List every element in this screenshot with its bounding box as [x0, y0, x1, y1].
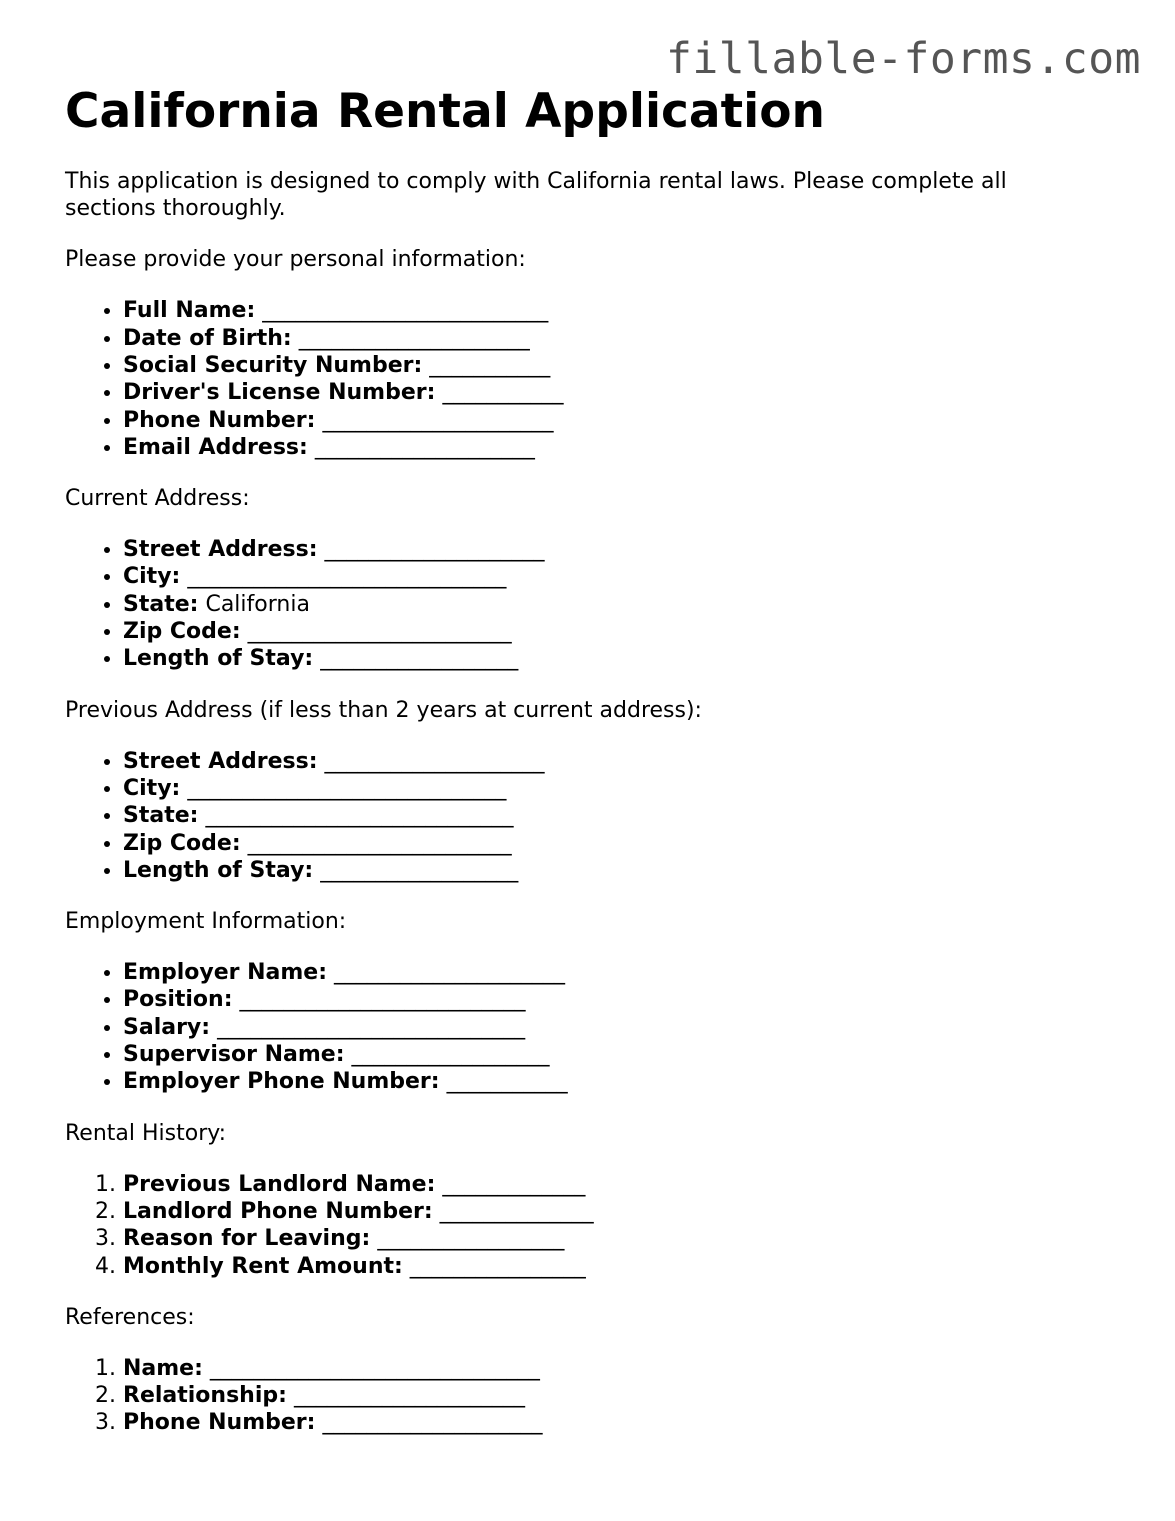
list-item-reference-name [123, 1355, 1125, 1382]
list-item-state [123, 591, 1125, 618]
document-body [65, 84, 1125, 1437]
list-item-zip [123, 618, 1125, 645]
field-label: Landlord Phone Number: [123, 1198, 433, 1224]
list-item-ssn [123, 352, 1125, 379]
fill-blank[interactable]: ___________ [429, 352, 551, 378]
field-label: Employer Name: [123, 960, 328, 986]
field-label: Full Name: [123, 298, 256, 324]
fill-blank[interactable]: ________________________ [247, 619, 512, 645]
fill-blank[interactable]: ___________ [442, 380, 564, 406]
fill-blank[interactable]: ____________________ [322, 1410, 543, 1436]
fill-blank[interactable]: _____________ [442, 1171, 586, 1197]
list-item-relationship [123, 1382, 1125, 1409]
field-label: Street Address: [123, 748, 318, 774]
fill-blank[interactable]: _________________ [377, 1226, 565, 1252]
intro-text: This application is designed to comply with California rental laws. Please complete all sections thoroughly. [65, 169, 1007, 222]
current-address-list [65, 536, 1125, 672]
field-label: Monthly Rent Amount: [123, 1253, 403, 1279]
list-item-phone [123, 407, 1125, 434]
list-item-street [123, 536, 1125, 563]
fill-blank[interactable]: ____________________ [314, 434, 535, 460]
field-label: Street Address: [123, 537, 318, 563]
list-item-state [123, 802, 1125, 829]
field-label: Phone Number: [123, 1410, 316, 1436]
field-label: Reason for Leaving: [123, 1226, 371, 1252]
list-item-monthly-rent [123, 1253, 1125, 1280]
fill-blank[interactable]: _____________________________ [187, 564, 507, 590]
list-item-supervisor [123, 1041, 1125, 1068]
references-list [65, 1355, 1125, 1437]
field-label: Supervisor Name: [123, 1042, 345, 1068]
field-label: State: [123, 803, 199, 829]
field-label: Phone Number: [123, 407, 316, 433]
page-title: California Rental Application [65, 84, 825, 139]
field-label: City: [123, 775, 181, 801]
fill-blank[interactable]: ________________ [409, 1253, 586, 1279]
list-item-landlord-phone [123, 1198, 1125, 1225]
field-label: Length of Stay: [123, 857, 314, 883]
previous-address-list [65, 748, 1125, 884]
list-item-date-of-birth [123, 325, 1125, 352]
rental-history-list [65, 1171, 1125, 1280]
field-label: Position: [123, 987, 233, 1013]
list-item-employer-name [123, 959, 1125, 986]
list-item-salary [123, 1014, 1125, 1041]
field-label: City: [123, 564, 181, 590]
field-label: Driver's License Number: [123, 380, 436, 406]
fill-blank[interactable]: ______________ [439, 1198, 594, 1224]
field-label: Date of Birth: [123, 325, 292, 351]
field-label: Length of Stay: [123, 646, 314, 672]
field-label: Employer Phone Number: [123, 1069, 440, 1095]
field-label: Social Security Number: [123, 352, 423, 378]
field-label: Zip Code: [123, 619, 241, 645]
list-item-zip [123, 830, 1125, 857]
list-item-city [123, 563, 1125, 590]
personal-list [65, 297, 1125, 461]
personal-section-label: Please provide your personal information: [65, 247, 526, 273]
watermark: fillable-forms.com [666, 34, 1141, 84]
fill-blank[interactable]: ________________________ [247, 830, 512, 856]
current-address-label: Current Address: [65, 486, 250, 512]
list-item-reason-leaving [123, 1225, 1125, 1252]
field-label: Zip Code: [123, 830, 241, 856]
fill-blank[interactable]: _____________________ [298, 325, 530, 351]
list-item-position [123, 986, 1125, 1013]
fill-blank[interactable]: ____________________________ [205, 803, 514, 829]
rental-history-label: Rental History: [65, 1120, 227, 1146]
list-item-length-of-stay [123, 645, 1125, 672]
fill-blank[interactable]: __________________ [351, 1042, 550, 1068]
fill-blank[interactable]: ____________________ [324, 537, 545, 563]
list-item-drivers-license [123, 379, 1125, 406]
employment-label: Employment Information: [65, 909, 347, 935]
fill-blank[interactable]: __________________________ [239, 987, 526, 1013]
field-label: Email Address: [123, 434, 308, 460]
list-item-email [123, 434, 1125, 461]
fill-blank[interactable]: _____________________________ [187, 775, 507, 801]
field-label: Name: [123, 1355, 203, 1381]
list-item-full-name [123, 297, 1125, 324]
fill-blank[interactable]: __________________ [320, 857, 519, 883]
list-item-city [123, 775, 1125, 802]
list-item-street [123, 748, 1125, 775]
fill-blank[interactable]: ______________________________ [209, 1355, 540, 1381]
field-label: Relationship: [123, 1383, 287, 1409]
fill-blank[interactable]: __________________ [320, 646, 519, 672]
list-item-landlord-name [123, 1171, 1125, 1198]
field-label: Previous Landlord Name: [123, 1171, 436, 1197]
fill-blank[interactable]: ____________________ [324, 748, 545, 774]
fill-blank[interactable]: __________________________ [262, 298, 549, 324]
employment-list [65, 959, 1125, 1095]
field-label: State: [123, 591, 199, 617]
list-item-reference-phone [123, 1409, 1125, 1436]
list-item-length-of-stay [123, 857, 1125, 884]
references-label: References: [65, 1304, 195, 1330]
field-label: Salary: [123, 1014, 211, 1040]
previous-address-label: Previous Address (if less than 2 years at current address): [65, 697, 702, 723]
fill-blank[interactable]: _____________________ [322, 407, 554, 433]
fill-blank[interactable]: ____________________________ [217, 1014, 526, 1040]
fill-blank[interactable]: ___________ [446, 1069, 568, 1095]
list-item-employer-phone [123, 1068, 1125, 1095]
fill-blank[interactable]: _____________________ [293, 1383, 525, 1409]
fill-blank[interactable]: _____________________ [334, 960, 566, 986]
state-value: California [205, 591, 310, 617]
